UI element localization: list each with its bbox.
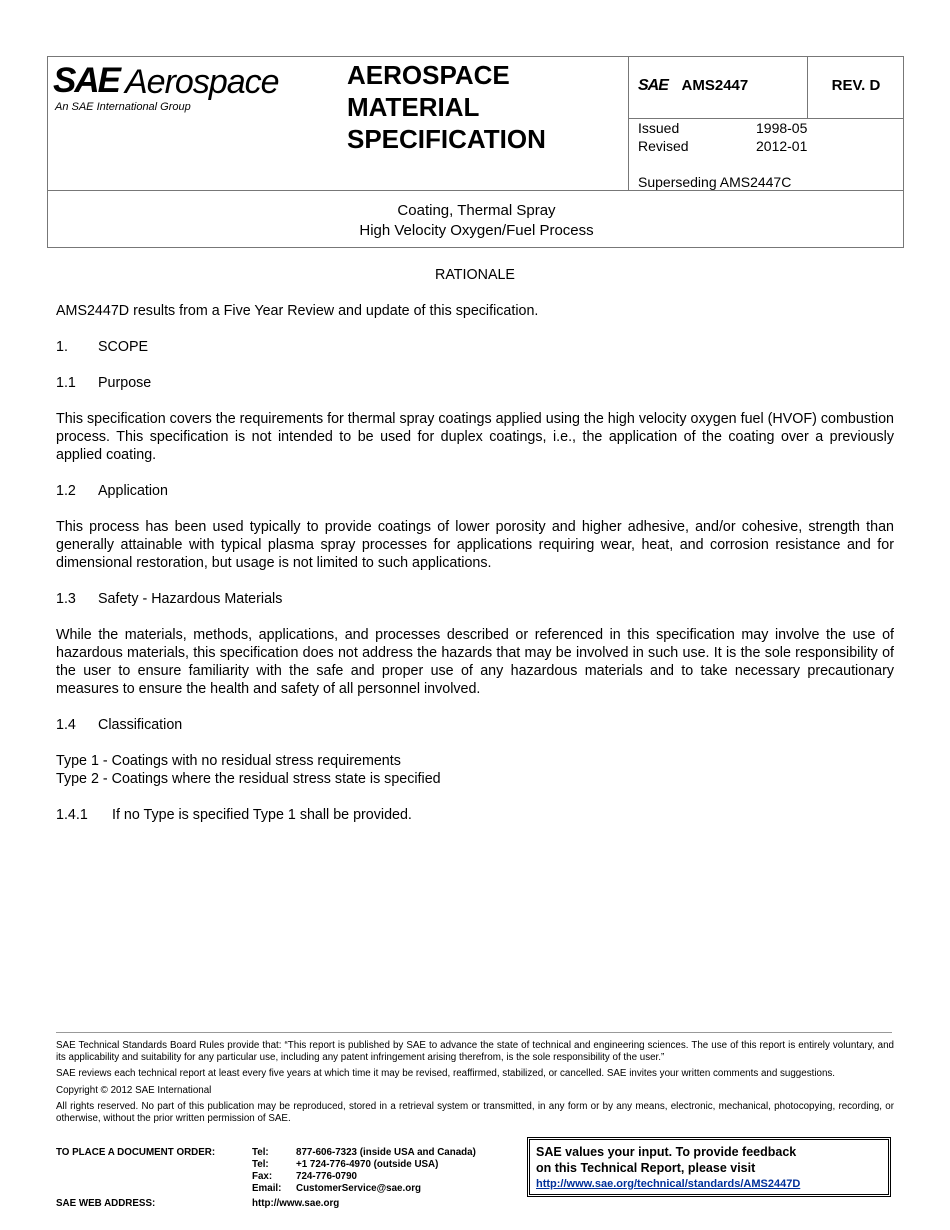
sae-mini-logo: SAE xyxy=(638,77,668,94)
revised-label: Revised xyxy=(638,138,689,154)
review-notice: SAE reviews each technical report at least every five years at which time it may be revised, reaffirmed, stabilized, or cancelled. SAE invites your written comments and suggestions. xyxy=(56,1068,836,1079)
logo-aerospace: Aerospace xyxy=(125,63,279,101)
section-heading xyxy=(56,374,894,392)
contact-key: Tel: xyxy=(252,1159,269,1170)
doc-title-line1: Coating, Thermal Spray xyxy=(397,202,556,219)
spec-title-line: MATERIAL xyxy=(347,92,480,122)
contact-row xyxy=(252,1171,522,1183)
contact-value: 877-606-7323 (inside USA and Canada) xyxy=(296,1147,476,1158)
section-heading xyxy=(56,806,894,824)
feedback-link[interactable]: http://www.sae.org/technical/standards/AMS2447D xyxy=(536,1178,801,1190)
spec-title-line: AEROSPACE xyxy=(347,60,510,90)
date-info xyxy=(638,119,807,155)
superseding: Superseding AMS2447C xyxy=(638,174,792,190)
section-text: If no Type is specified Type 1 shall be provided. xyxy=(112,807,412,823)
order-contacts xyxy=(252,1147,522,1195)
footer-divider xyxy=(56,1032,892,1033)
contact-row xyxy=(252,1159,522,1171)
feedback-line2: on this Technical Report, please visit xyxy=(536,1161,756,1175)
section-number: 1.1 xyxy=(56,375,76,391)
section-heading xyxy=(56,338,894,356)
contact-email[interactable]: CustomerService@sae.org xyxy=(296,1183,421,1194)
contact-value: +1 724-776-4970 (outside USA) xyxy=(296,1159,439,1170)
web-address-label: SAE WEB ADDRESS: xyxy=(56,1198,156,1209)
spec-type-title xyxy=(347,59,617,155)
document-number xyxy=(638,77,808,95)
contact-key: Tel: xyxy=(252,1147,269,1158)
section-number: 1.4.1 xyxy=(56,807,88,823)
feedback-line1: SAE values your input. To provide feedback xyxy=(536,1145,797,1159)
contact-key: Email: xyxy=(252,1183,282,1194)
section-number: 1. xyxy=(56,339,68,355)
board-rules-notice: SAE Technical Standards Board Rules provide that: “This report is published by SAE to advance the state of technical and engineering sciences. The use of this report is entirely voluntary, and its applicability and suitability for any particular use, including any patent infringement arising therefrom, is the sole responsibility of the user.” xyxy=(56,1040,894,1063)
section-paragraph: This process has been used typically to provide coatings of lower porosity and higher adhesive, and/or cohesive, strength than generally attainable with typical plasma spray processes for applications requiring wear, heat, and corrosion resistance and for dimensional restoration, but usage is not limited to such applications. xyxy=(56,519,894,571)
section-paragraph: While the materials, methods, applications, and processes described or referenced in this specification may involve the use of hazardous materials, this specification does not address the hazards that may be involved in such use. It is the sole responsibility of the user to ensure familiarity with the safe and proper use of any hazardous materials and to take necessary precautionary measures to ensure the health and safety of all personnel involved. xyxy=(56,627,894,697)
type-2-line: Type 2 - Coatings where the residual stress state is specified xyxy=(56,771,441,787)
spec-title-line: SPECIFICATION xyxy=(347,124,546,154)
section-title: SCOPE xyxy=(98,339,149,355)
type-1-line: Type 1 - Coatings with no residual stress requirements xyxy=(56,753,401,769)
copyright-notice: Copyright © 2012 SAE International xyxy=(56,1084,212,1096)
contact-key: Fax: xyxy=(252,1171,273,1182)
feedback-box xyxy=(527,1137,891,1197)
rationale-text: AMS2447D results from a Five Year Review and update of this specification. xyxy=(56,303,539,319)
section-number: 1.4 xyxy=(56,717,76,733)
logo-sae: SAE xyxy=(53,61,119,100)
logo-group: An SAE International Group xyxy=(55,101,191,113)
footer-notices xyxy=(56,1040,894,1129)
contact-row xyxy=(252,1183,522,1195)
contact-row xyxy=(252,1147,522,1159)
doc-number-text: AMS2447 xyxy=(681,77,749,94)
issued-date: 1998-05 xyxy=(756,120,808,136)
section-paragraph: This specification covers the requirements for thermal spray coatings applied using the high velocity oxygen fuel (HVOF) combustion process. This specification is not intended to be used for duplex coatings, i.e., the application of the coating over a previously applied coating. xyxy=(56,411,894,463)
section-title: Safety - Hazardous Materials xyxy=(98,591,283,607)
web-address-link[interactable]: http://www.sae.org xyxy=(252,1198,340,1209)
section-heading xyxy=(56,716,894,734)
section-heading xyxy=(56,482,894,500)
order-label: TO PLACE A DOCUMENT ORDER: xyxy=(56,1147,216,1158)
section-title: Application xyxy=(98,483,168,499)
doc-title-line2: High Velocity Oxygen/Fuel Process xyxy=(359,222,594,239)
revised-date: 2012-01 xyxy=(756,138,808,154)
header-table xyxy=(47,56,904,248)
rights-notice: All rights reserved. No part of this publication may be reproduced, stored in a retrieval system or transmitted, in any form or by any means, electronic, mechanical, photocopying, recording, or otherwise, without the prior written permission of SAE. xyxy=(56,1101,894,1124)
section-heading xyxy=(56,590,894,608)
rationale-heading: RATIONALE xyxy=(435,267,515,283)
section-number: 1.3 xyxy=(56,591,76,607)
document-title xyxy=(48,201,905,241)
section-number: 1.2 xyxy=(56,483,76,499)
issued-label: Issued xyxy=(638,120,680,136)
revision: REV. D xyxy=(831,77,881,94)
document-body xyxy=(56,266,894,842)
sae-aerospace-logo xyxy=(53,61,343,121)
contact-value: 724-776-0790 xyxy=(296,1171,358,1182)
section-title: Classification xyxy=(98,717,183,733)
section-title: Purpose xyxy=(98,375,152,391)
